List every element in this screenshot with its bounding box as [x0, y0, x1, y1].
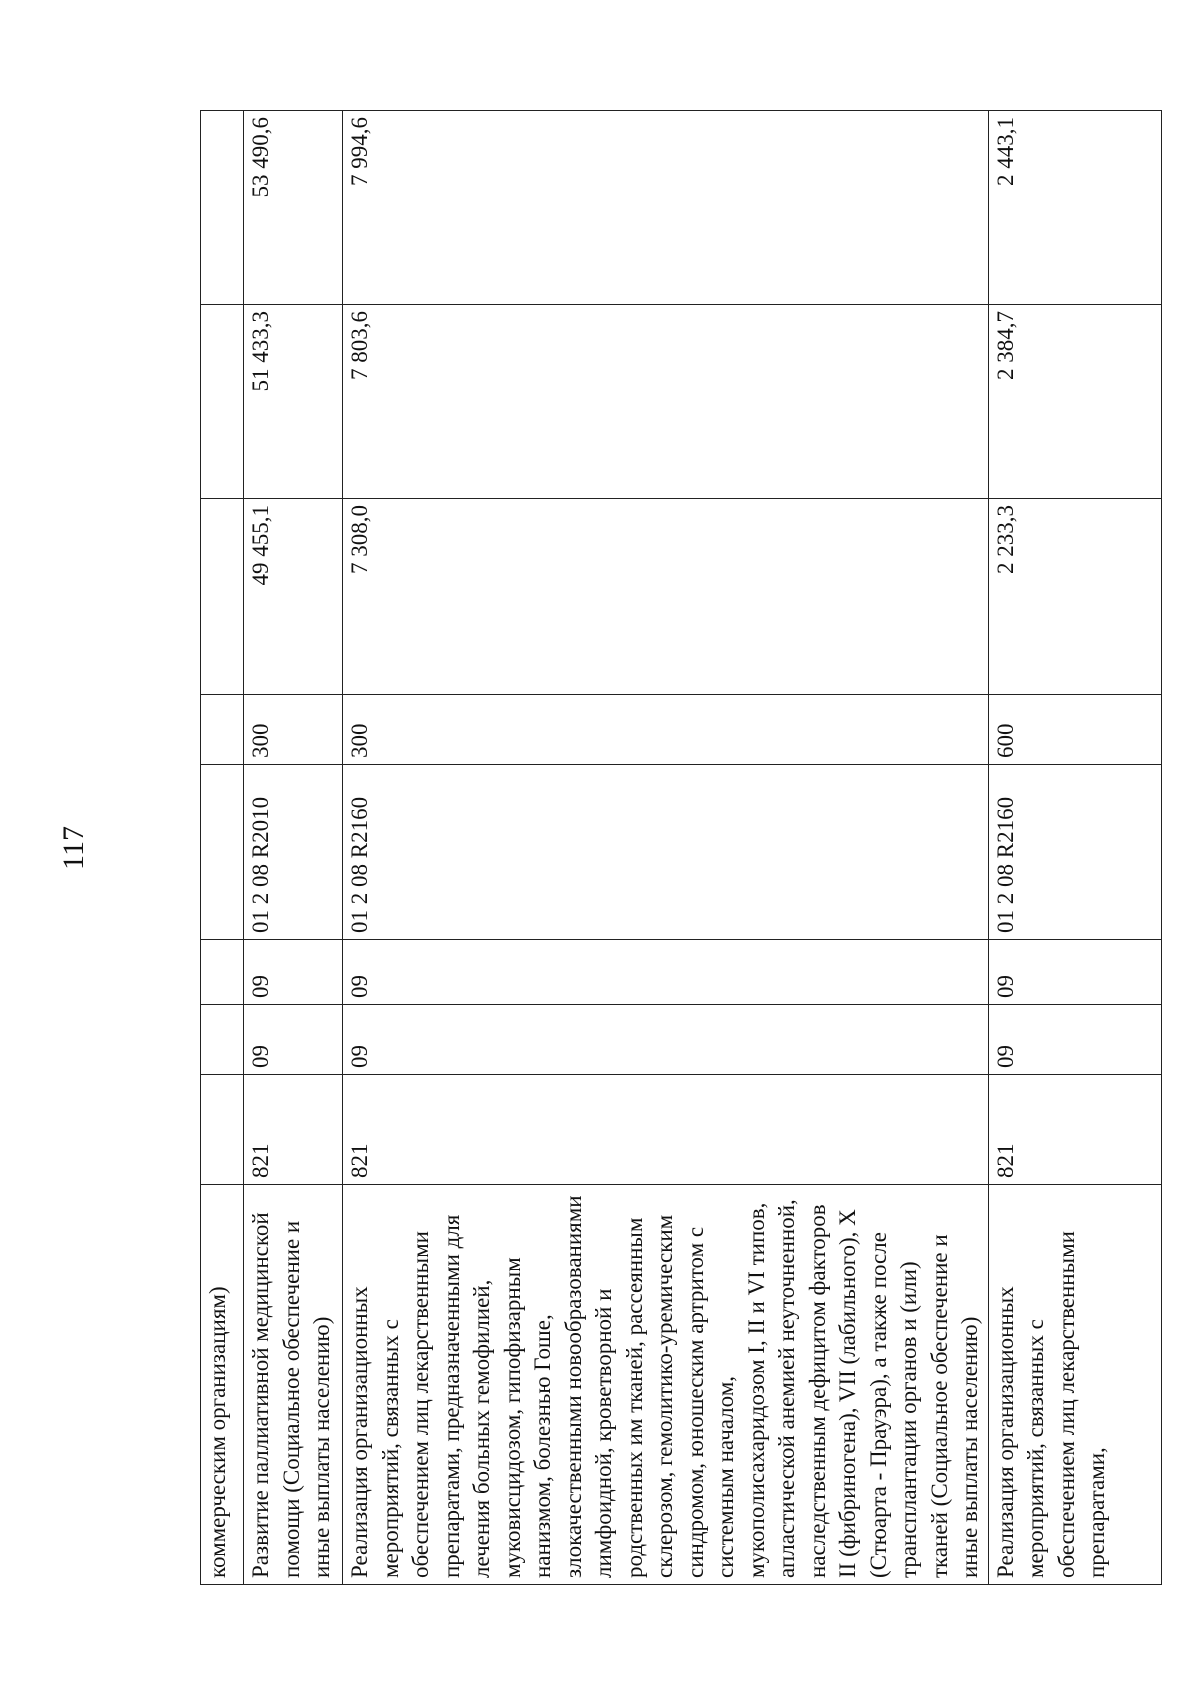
- cell-ved: 821: [988, 1075, 1161, 1185]
- cell-ved: [201, 1075, 244, 1185]
- cell-year2: 2 384,7: [988, 305, 1161, 499]
- cell-year3: 7 994,6: [343, 111, 989, 305]
- cell-year3: [201, 111, 244, 305]
- cell-csr: [201, 765, 244, 940]
- table-row: [988, 111, 1161, 1585]
- cell-vr: 300: [343, 695, 989, 765]
- cell-name: Реализация организационных мероприятий, связанных с обеспечением лиц лекарственными препаратами,: [988, 1185, 1161, 1585]
- cell-pr: [201, 940, 244, 1005]
- cell-pr: 09: [343, 940, 989, 1005]
- cell-csr: 01 2 08 R2160: [988, 765, 1161, 940]
- cell-year3: 53 490,6: [244, 111, 343, 305]
- cell-year1: [201, 499, 244, 695]
- cell-year1: 7 308,0: [343, 499, 989, 695]
- cell-pr: 09: [244, 940, 343, 1005]
- cell-name: Развитие паллиативной медицинской помощи (Социальное обеспечение и иные выплаты населению): [244, 1185, 343, 1585]
- cell-year1: 2 233,3: [988, 499, 1161, 695]
- cell-rz: 09: [244, 1005, 343, 1075]
- table-row: [244, 111, 343, 1585]
- cell-vr: 300: [244, 695, 343, 765]
- cell-year2: 51 433,3: [244, 305, 343, 499]
- table-row: [343, 111, 989, 1585]
- cell-year2: 7 803,6: [343, 305, 989, 499]
- cell-csr: 01 2 08 R2010: [244, 765, 343, 940]
- cell-rz: 09: [343, 1005, 989, 1075]
- cell-vr: 600: [988, 695, 1161, 765]
- cell-ved: 821: [343, 1075, 989, 1185]
- cell-ved: 821: [244, 1075, 343, 1185]
- cell-rz: 09: [988, 1005, 1161, 1075]
- cell-year3: 2 443,1: [988, 111, 1161, 305]
- budget-table-rotated: [200, 111, 1109, 1585]
- cell-name: коммерческим организациям): [201, 1185, 244, 1585]
- cell-vr: [201, 695, 244, 765]
- budget-table: [200, 110, 1162, 1585]
- cell-csr: 01 2 08 R2160: [343, 765, 989, 940]
- table-row: [201, 111, 244, 1585]
- cell-pr: 09: [988, 940, 1161, 1005]
- cell-year2: [201, 305, 244, 499]
- cell-year1: 49 455,1: [244, 499, 343, 695]
- page-number: 117: [57, 826, 90, 870]
- cell-name: Реализация организационных мероприятий, связанных с обеспечением лиц лекарственными препаратами, предназначенными для лечения больных гемофилией, муковисцидозом, гипофизарным нанизмом, болезнью Гоше, злокачественными новообразованиями лимфоидной, кроветворной и родственных им тканей, рассеянным склерозом, гемолитико-уремическим синдромом, юношеским артритом с системным началом, мукополисахаридозом I, II и VI типов, апластической анемией неуточненной, наследственным дефицитом факторов II (фибриногена), VII (лабильного), X (Стюарта - Прауэра), а также после трансплантации органов и (или) тканей (Социальное обеспечение и иные выплаты населению): [343, 1185, 989, 1585]
- cell-rz: [201, 1005, 244, 1075]
